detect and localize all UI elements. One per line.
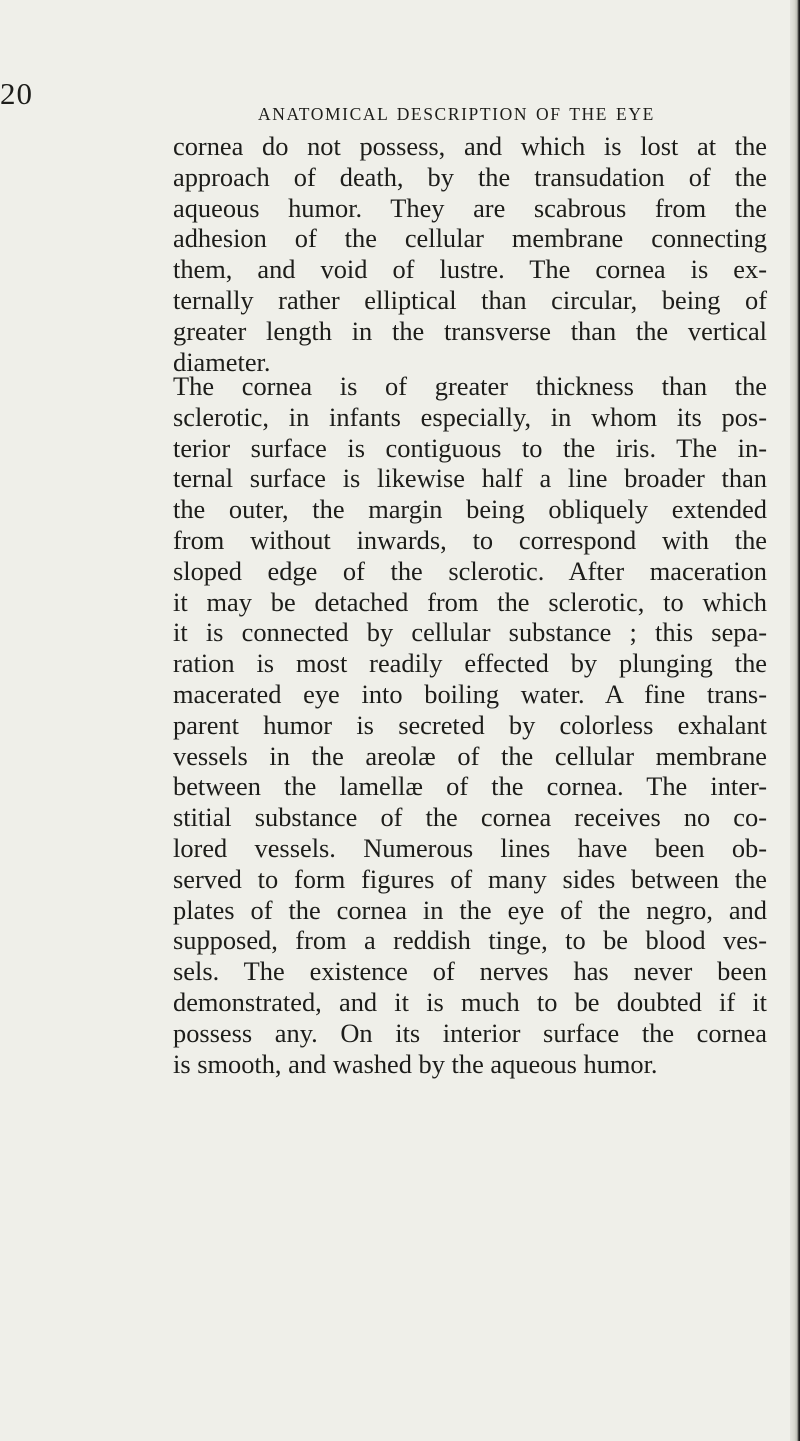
text-line: supposed, from a reddish tinge, to be blood ves- xyxy=(173,925,767,956)
text-line: sclerotic, in infants especially, in whom its pos- xyxy=(173,401,767,432)
text-line: cornea do not possess, and which is lost at the xyxy=(173,131,767,161)
text-line: served to form figures of many sides between the xyxy=(173,863,767,894)
text-line: parent humor is secreted by colorless exhalant xyxy=(173,709,767,740)
text-line: the outer, the margin being obliquely extended xyxy=(173,494,767,525)
text-line: terior surface is contiguous to the iris. The in- xyxy=(173,432,767,463)
text-line: vessels in the areolæ of the cellular membrane xyxy=(173,740,767,771)
text-line: plates of the cornea in the eye of the negro, and xyxy=(173,894,767,925)
paragraph-1 xyxy=(173,131,767,377)
text-line: sloped edge of the sclerotic. After maceration xyxy=(173,555,767,586)
text-line: it is connected by cellular substance ; this sepa- xyxy=(173,617,767,648)
text-line: demonstrated, and it is much to be doubted if it xyxy=(173,986,767,1017)
text-line: lored vessels. Numerous lines have been ob- xyxy=(173,832,767,863)
text-line: diameter. xyxy=(173,346,271,377)
text-line: ration is most readily effected by plunging the xyxy=(173,648,767,679)
text-line: The cornea is of greater thickness than the xyxy=(173,371,767,401)
text-line: sels. The existence of nerves has never been xyxy=(173,956,767,987)
text-line: possess any. On its interior surface the cornea xyxy=(173,1017,767,1048)
text-line: ternal surface is likewise half a line broader than xyxy=(173,463,767,494)
page-number: 20 xyxy=(0,76,33,111)
text-line: stitial substance of the cornea receives no co- xyxy=(173,802,767,833)
text-line: ternally rather elliptical than circular, being of xyxy=(173,284,767,315)
text-line: macerated eye into boiling water. A fine trans- xyxy=(173,678,767,709)
text-line: aqueous humor. They are scabrous from the xyxy=(173,192,767,223)
running-head: ANATOMICAL DESCRIPTION OF THE EYE xyxy=(258,104,655,124)
text-line: is smooth, and washed by the aqueous humor. xyxy=(173,1048,658,1079)
text-line: from without inwards, to correspond with the xyxy=(173,524,767,555)
text-line: it may be detached from the sclerotic, to which xyxy=(173,586,767,617)
page-edge-shadow xyxy=(790,0,800,1441)
text-line: greater length in the transverse than the vertical xyxy=(173,315,767,346)
text-line: them, and void of lustre. The cornea is ex- xyxy=(173,254,767,285)
paragraph-2 xyxy=(173,371,767,1079)
text-line: adhesion of the cellular membrane connecting xyxy=(173,223,767,254)
text-line: approach of death, by the transudation of the xyxy=(173,161,767,192)
text-line: between the lamellæ of the cornea. The inter- xyxy=(173,771,767,802)
